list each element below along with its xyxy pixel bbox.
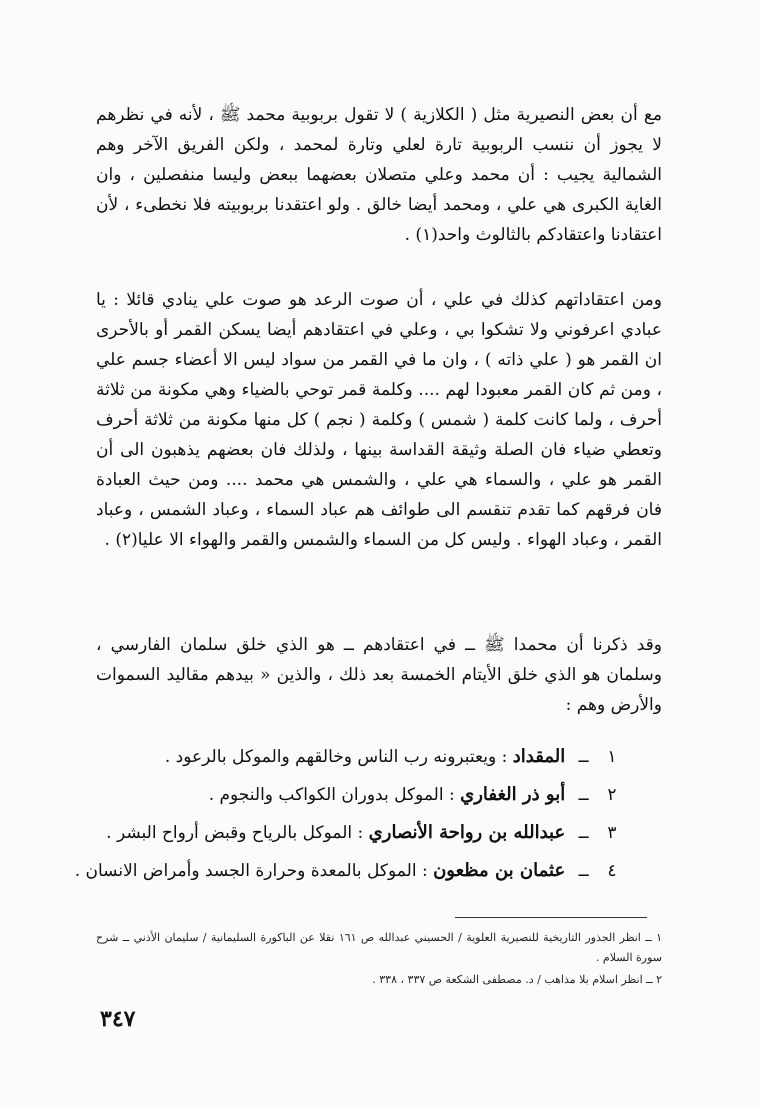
list-item — [74, 852, 662, 890]
footnotes — [96, 928, 662, 992]
list-item-name: عبدالله بن رواحة الأنصاري — [368, 822, 566, 843]
list-item-number: ٤ — [607, 861, 617, 881]
list-item-description: : الموكل بدوران الكواكب والنجوم . — [208, 785, 455, 805]
list-item-dash: ــ — [578, 747, 589, 767]
list-item-name: المقداد — [512, 746, 566, 767]
list-item-name: أبو ذر الغفاري — [460, 784, 566, 805]
list-item-number: ٣ — [607, 823, 617, 843]
paragraph-2-text: ومن اعتقاداتهم كذلك في علي ، أن صوت الرعد هو صوت علي ينادي قائلا : يا عبادي اعرفوني ولا تشكوا بي ، وعلي في اعتقادهم أيضا يسكن القمر أو بالأحرى ان القمر هو ( علي ذاته ) ، وان ما في القمر من سواد ليس الا أعضاء جسم علي ، ومن ثم كان القمر معبودا لهم .... وكلمة قمر توحي بالضياء وهي مكونة من ثلاثة أحرف ، ولما كانت كلمة ( شمس ) وكلمة ( نجم ) كل منها مكونة من ثلاثة أحرف وتعطي ضياء فان الصلة وثيقة القداسة بينها ، ولذلك فان بعضهم يذهبون الى أن القمر هو علي ، والسماء هي علي ، والشمس هي محمد .... ومن حيث العبادة فان فرقهم كما تقدم تنقسم الى طوائف هم عباد السماء ، وعباد الشمس ، وعباد القمر ، وعباد الهواء . وليس كل من السماء والشمس والقمر والهواء الا عليا(٢) . — [96, 290, 662, 550]
paragraph-3-text: وقد ذكرنا أن محمدا ﷺ ــ في اعتقادهم ــ هو الذي خلق سلمان الفارسي ، وسلمان هو الذي خلق الأيتام الخمسة بعد ذلك ، والذين « بيدهم مقاليد السموات والأرض وهم : — [96, 635, 662, 715]
list-item-dash: ــ — [578, 785, 589, 805]
footnote-1: ١ ــ انظر الجذور التاريخية للنصيرية العلوية / الحسيني عبدالله ص ١٦١ نقلا عن الباكورة السليمانية / سليمان الأذني ــ شرح سورة السلام . — [96, 931, 662, 964]
footnote-2: ٢ ــ انظر اسلام بلا مذاهب / د. مصطفى الشكعة ص ٣٣٧ ، ٣٣٨ . — [372, 973, 662, 986]
paragraph-1-text: مع أن بعض النصيرية مثل ( الكلازية ) لا تقول بربوبية محمد ﷺ ، لأنه في نظرهم لا يجوز أن ننسب الربوبية تارة لعلي وتارة لمحمد ، ولكن الفريق الآخر وهم الشمالية يجيب : أن محمد وعلي متصلان بعضهما ببعض وليسا منفصلين ، وان الغاية الكبرى هي علي ، ومحمد أيضا خالق . ولو اعتقدنا بربوبيته فلا نخطىء ، لأن اعتقادنا واعتقادكم بالثالوث واحد(١) . — [96, 105, 662, 245]
list-item — [96, 738, 662, 776]
paragraph-2 — [96, 285, 662, 555]
list-item-name: عثمان بن مظعون — [433, 860, 566, 881]
list-item-number: ٢ — [607, 785, 617, 805]
list-item-number: ١ — [607, 747, 617, 767]
orphans-list — [74, 738, 662, 890]
footnote-divider — [455, 917, 647, 918]
list-item-description: : الموكل بالمعدة وحرارة الجسد وأمراض الانسان . — [74, 861, 428, 881]
list-item-dash: ــ — [578, 823, 589, 843]
paragraph-3 — [96, 630, 662, 720]
list-item-description: : الموكل بالرياح وقبض أرواح البشر . — [106, 823, 364, 843]
list-item — [96, 814, 662, 852]
list-item — [96, 776, 662, 814]
page-number: ٣٤٧ — [100, 1006, 136, 1032]
list-item-description: : ويعتبرونه رب الناس وخالقهم والموكل بالرعود . — [164, 747, 508, 767]
list-item-dash: ــ — [578, 861, 589, 881]
paragraph-1 — [96, 100, 662, 250]
